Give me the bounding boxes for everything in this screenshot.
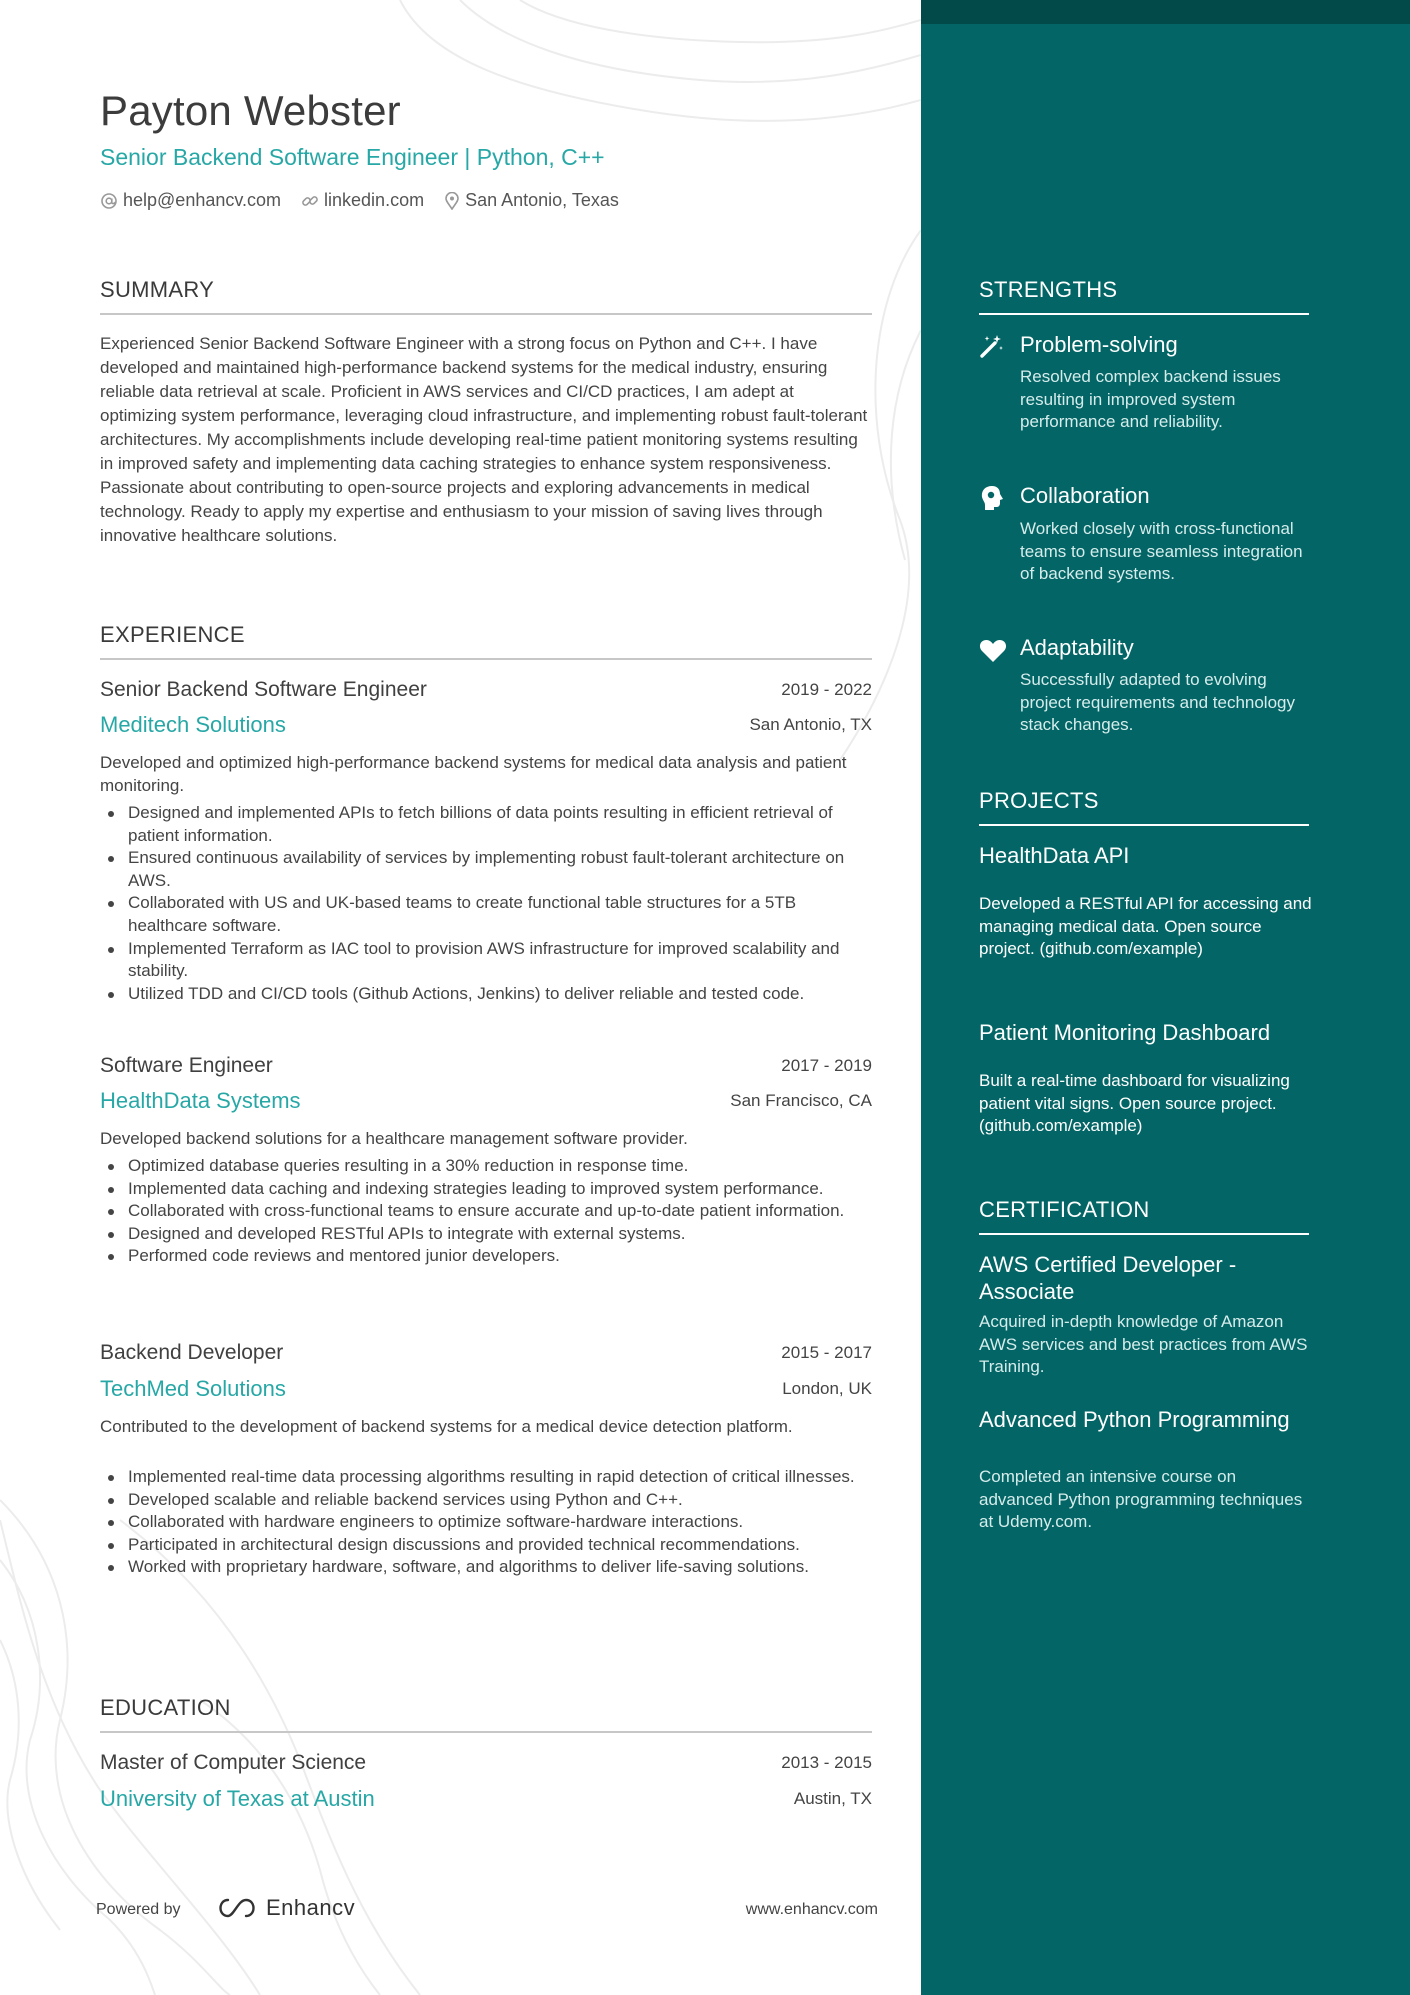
education-heading: EDUCATION (100, 1695, 872, 1733)
at-icon (100, 192, 118, 210)
education-degree: Master of Computer Science (100, 1751, 367, 1774)
experience-heading: EXPERIENCE (100, 622, 872, 660)
contact-row (100, 190, 639, 211)
link-icon (301, 192, 319, 210)
job-location: London, UK (782, 1379, 872, 1398)
education-dates: 2013 - 2015 (781, 1753, 872, 1772)
bullet-item: Implemented Terraform as IAC tool to provision AWS infrastructure for improved scalability and stability. (128, 938, 872, 983)
job-bullets (100, 802, 872, 1005)
sidebar (921, 0, 1410, 1995)
heart-icon (979, 638, 1007, 664)
candidate-name: Payton Webster (100, 87, 401, 134)
job-dates: 2015 - 2017 (781, 1343, 872, 1362)
contact-location-text: San Antonio, Texas (465, 190, 619, 210)
bullet-item: Implemented real-time data processing algorithms resulting in rapid detection of critical illnesses. (128, 1466, 872, 1489)
bullet-item: Participated in architectural design discussions and provided technical recommendations. (128, 1534, 872, 1557)
project-description: Built a real-time dashboard for visualizing patient vital signs. Open source project. (github.com/example) (979, 1071, 1290, 1136)
job-dates: 2019 - 2022 (781, 680, 872, 699)
powered-by-label: Powered by (96, 1901, 181, 1918)
education-location: Austin, TX (793, 1789, 872, 1808)
bullet-item: Performed code reviews and mentored junior developers. (128, 1245, 872, 1268)
summary-heading: SUMMARY (100, 277, 872, 315)
job-dates: 2017 - 2019 (781, 1056, 872, 1075)
certification-description: Acquired in-depth knowledge of Amazon AWS services and best practices from AWS Training. (979, 1312, 1308, 1377)
project-description: Developed a RESTful API for accessing and managing medical data. Open source project. (github.com/example) (979, 894, 1312, 959)
candidate-title: Senior Backend Software Engineer | Python, C++ (100, 144, 605, 170)
location-pin-icon (444, 192, 460, 210)
job-title: Software Engineer (100, 1054, 273, 1077)
job-location: San Antonio, TX (749, 715, 872, 734)
project-title: Patient Monitoring Dashboard (979, 1020, 1271, 1045)
bullet-item: Ensured continuous availability of services by implementing robust fault-tolerant architecture on AWS. (128, 847, 872, 892)
bullet-item: Designed and implemented APIs to fetch billions of data points resulting in efficient retrieval of patient information. (128, 802, 872, 847)
certification-description: Completed an intensive course on advanced Python programming techniques at Udemy.com. (979, 1467, 1303, 1532)
certification-title: AWS Certified Developer - Associate (979, 1252, 1237, 1304)
education-school: University of Texas at Austin (100, 1786, 375, 1811)
certification-title: Advanced Python Programming (979, 1407, 1290, 1432)
footer (96, 1895, 878, 1925)
contact-linkedin-text: linkedin.com (324, 190, 425, 210)
summary-text: Experienced Senior Backend Software Engineer with a strong focus on Python and C++. I have developed and maintained high-performance backend systems for the medical industry, ensuring reliable data retrieval at scale. Proficient in AWS services and CI/CD practices, I am adept at optimizing system performance, leveraging cloud infrastructure, and implementing robust fault-tolerant architectures. My accomplishments include developing real-time patient monitoring systems resulting in improved safety and implementing data caching strategies to enhance system responsiveness. Passionate about contributing to open-source projects and exploring advancements in medical technology. Ready to apply my expertise and enthusiasm to your mission of saving lives through innovative healthcare solutions. (100, 334, 868, 545)
job-company: Meditech Solutions (100, 712, 286, 737)
bullet-item: Collaborated with cross-functional teams to ensure accurate and up-to-date patient information. (128, 1200, 872, 1223)
enhancv-logo-text: Enhancv (266, 1895, 356, 1920)
job-location: San Francisco, CA (730, 1091, 872, 1110)
strengths-heading: STRENGTHS (979, 277, 1309, 315)
enhancv-logo-icon (214, 1896, 260, 1920)
job-bullets (100, 1155, 872, 1268)
head-icon (979, 484, 1005, 512)
projects-heading: PROJECTS (979, 788, 1309, 826)
job-company: HealthData Systems (100, 1088, 301, 1113)
strength-title: Collaboration (1020, 483, 1150, 508)
bullet-item: Optimized database queries resulting in a 30% reduction in response time. (128, 1155, 872, 1178)
contact-linkedin[interactable] (301, 190, 424, 211)
job-title: Senior Backend Software Engineer (100, 678, 427, 701)
bullet-item: Utilized TDD and CI/CD tools (Github Actions, Jenkins) to deliver reliable and tested code. (128, 983, 872, 1006)
enhancv-logo[interactable] (214, 1895, 355, 1921)
bullet-item: Designed and developed RESTful APIs to integrate with external systems. (128, 1223, 872, 1246)
job-company: TechMed Solutions (100, 1376, 286, 1401)
contact-email-text: help@enhancv.com (123, 190, 282, 210)
strength-description: Resolved complex backend issues resulting in improved system performance and reliability. (1020, 367, 1281, 432)
bullet-item: Collaborated with hardware engineers to optimize software-hardware interactions. (128, 1511, 872, 1534)
job-title: Backend Developer (100, 1341, 284, 1364)
job-description: Developed backend solutions for a healthcare management software provider. (100, 1129, 688, 1148)
job-description: Contributed to the development of backend systems for a medical device detection platform. (100, 1417, 793, 1436)
footer-url[interactable]: www.enhancv.com (745, 1901, 878, 1918)
strength-description: Successfully adapted to evolving project requirements and technology stack changes. (1020, 670, 1295, 735)
contact-email[interactable] (100, 190, 281, 211)
sidebar-top-bar (921, 0, 1410, 24)
bullet-item: Developed scalable and reliable backend services using Python and C++. (128, 1489, 872, 1512)
contact-location (444, 190, 619, 211)
strength-title: Problem-solving (1020, 332, 1178, 357)
bullet-item: Collaborated with US and UK-based teams to create functional table structures for a 5TB healthcare software. (128, 892, 872, 937)
magic-wand-icon (979, 333, 1005, 359)
job-bullets (100, 1466, 872, 1579)
project-title: HealthData API (979, 843, 1130, 868)
strength-title: Adaptability (1020, 635, 1134, 660)
bullet-item: Worked with proprietary hardware, software, and algorithms to deliver life-saving solutions. (128, 1556, 872, 1579)
certification-heading: CERTIFICATION (979, 1197, 1309, 1235)
bullet-item: Implemented data caching and indexing strategies leading to improved system performance. (128, 1178, 872, 1201)
job-description: Developed and optimized high-performance backend systems for medical data analysis and patient monitoring. (100, 753, 847, 795)
strength-description: Worked closely with cross-functional teams to ensure seamless integration of backend systems. (1020, 519, 1303, 584)
